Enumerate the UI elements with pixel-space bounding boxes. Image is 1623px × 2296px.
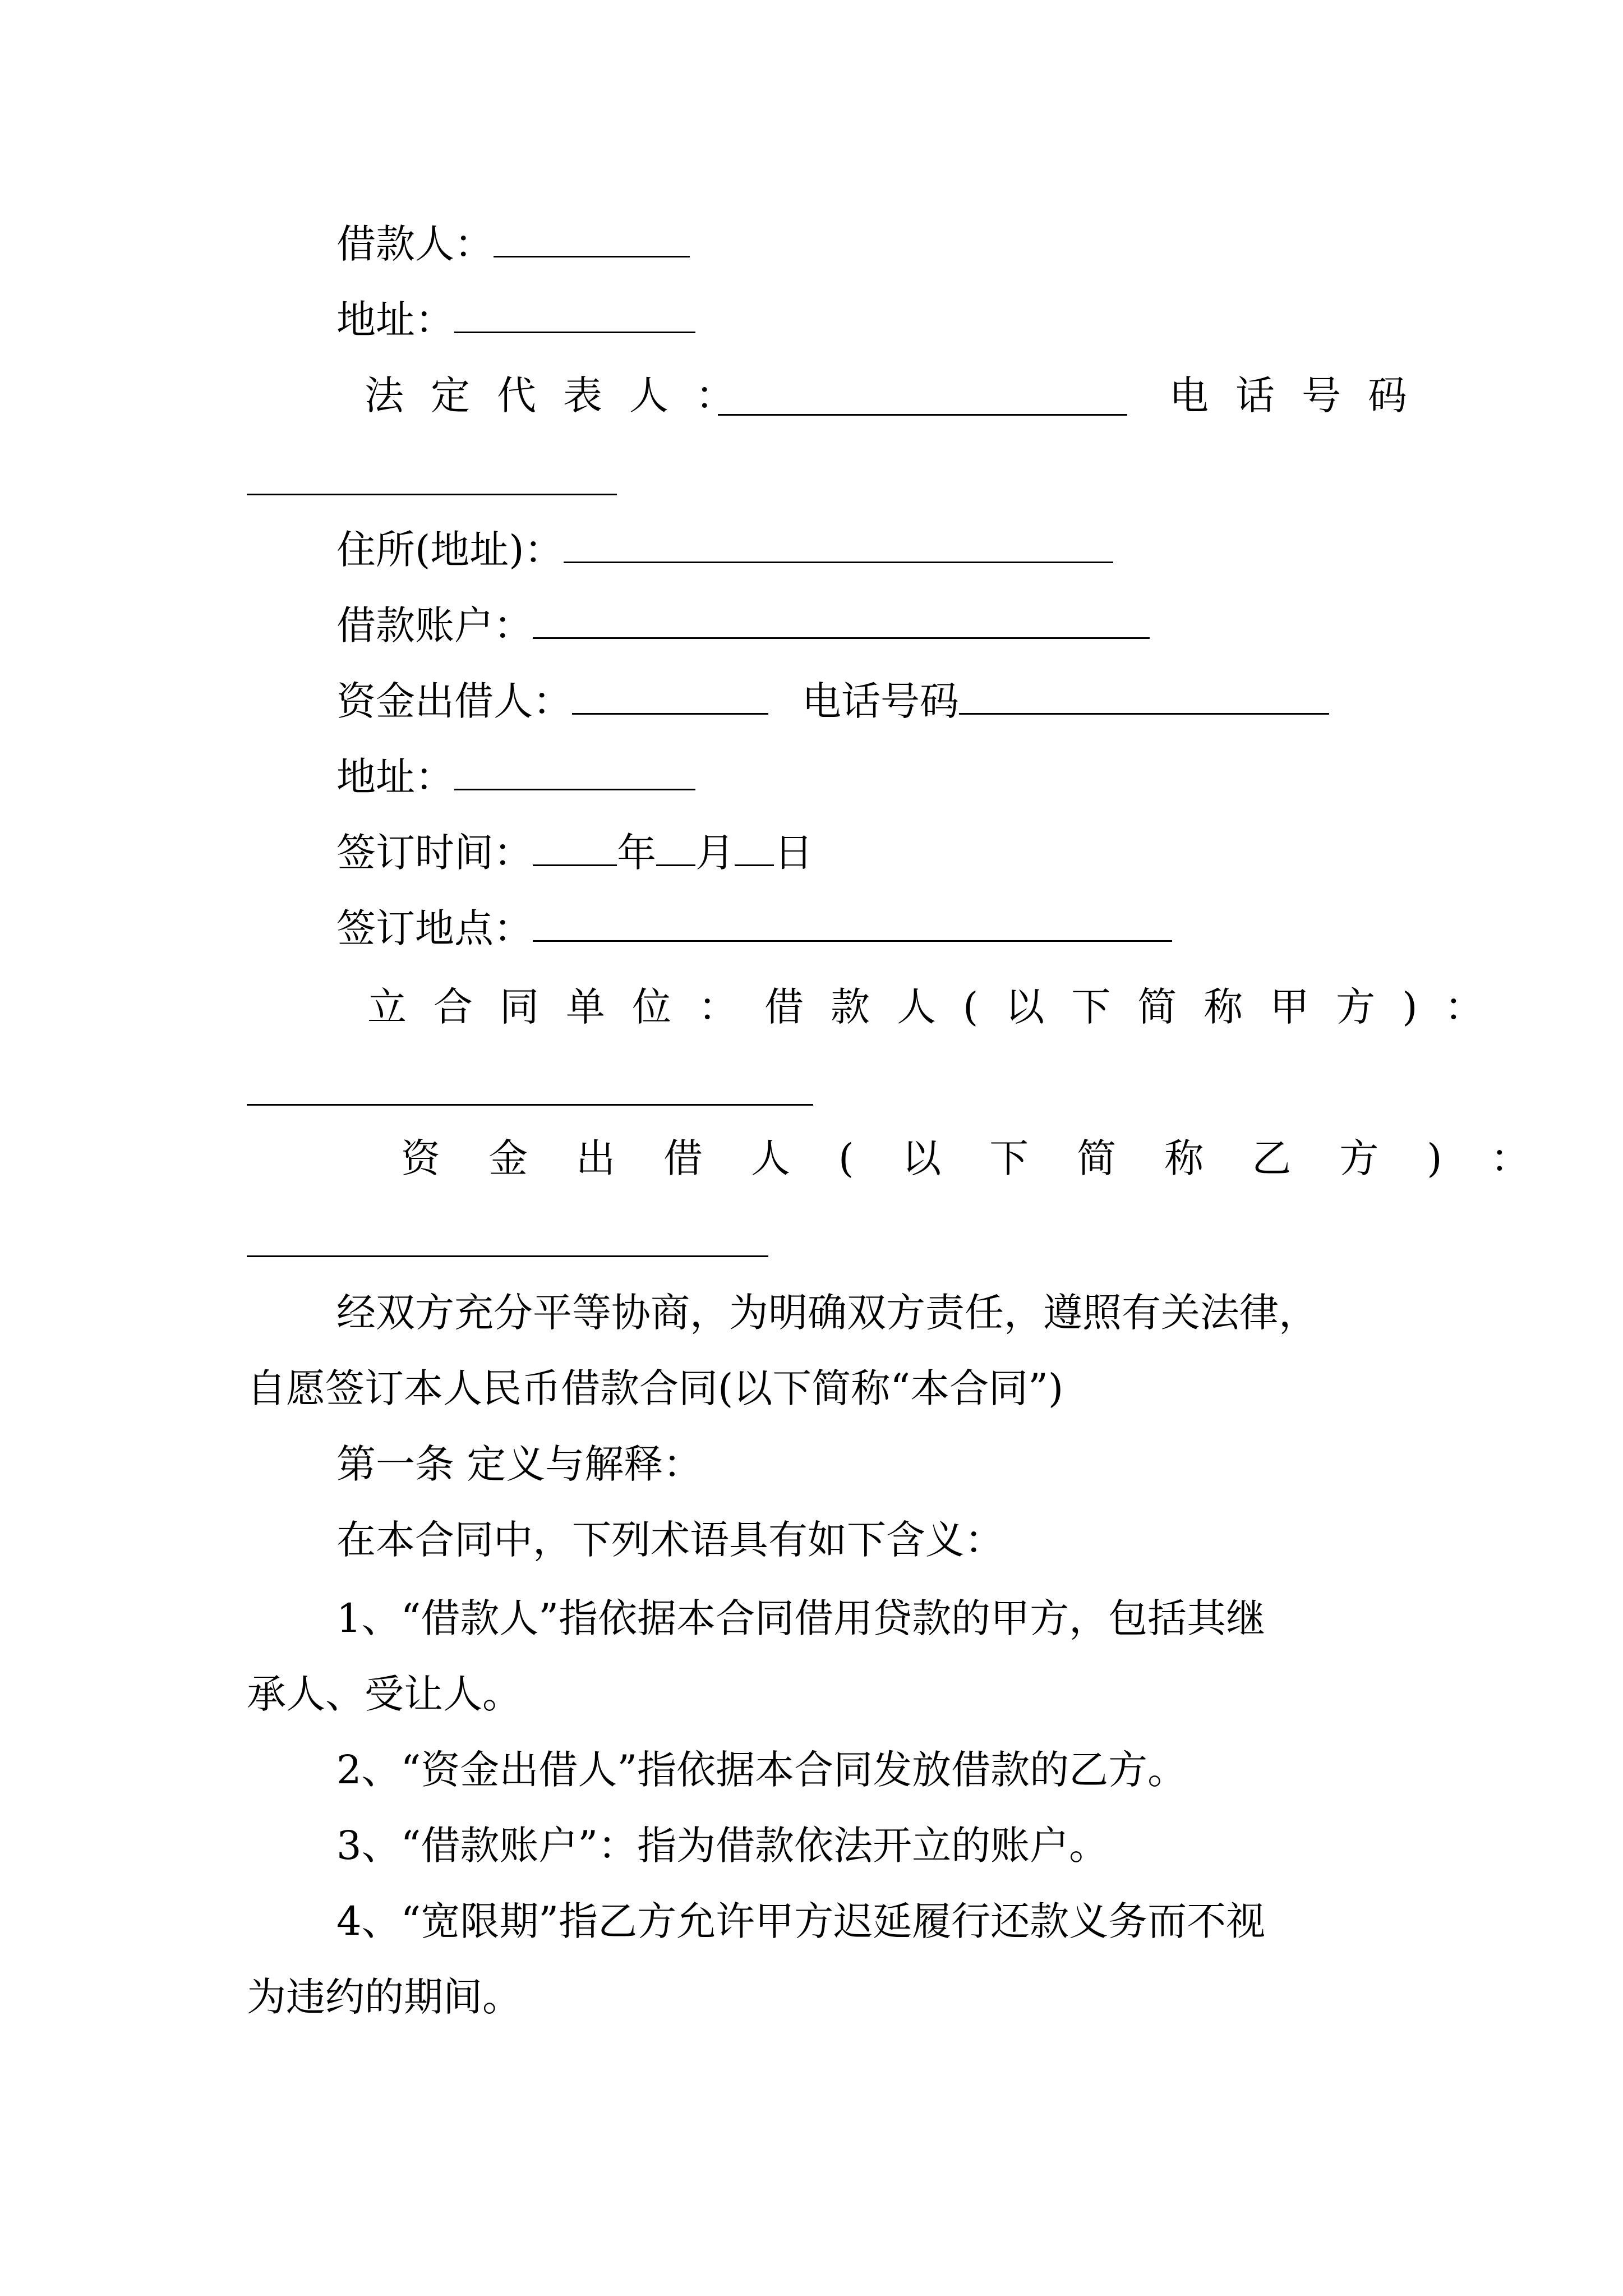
borrower-address-row (336, 292, 695, 348)
lender-address-label: 地址： (336, 754, 454, 800)
party-b-row (401, 1130, 1578, 1186)
month-blank (656, 825, 695, 866)
article-1-title: 第一条 定义与解释： (336, 1441, 703, 1487)
day-blank (735, 825, 774, 866)
residence-blank (564, 522, 1113, 563)
preamble-line-2: 自愿签订本人民币借款合同(以下简称“本合同”) (247, 1365, 1064, 1411)
borrower-label: 借款人： (336, 221, 494, 267)
month-label: 月 (695, 830, 735, 876)
account-label: 借款账户： (336, 602, 533, 648)
day-label: 日 (774, 830, 813, 876)
lender-blank (572, 674, 768, 715)
borrower-address-label: 地址： (336, 297, 454, 343)
signing-date-row (336, 825, 813, 881)
definition-item-1-line-2: 承人、受让人。 (247, 1671, 522, 1717)
definition-item-3: 3、“借款账户”：指为借款依法开立的账户。 (336, 1823, 1109, 1869)
year-blank (533, 825, 617, 866)
borrower-row (336, 216, 690, 272)
borrower-blank (494, 217, 690, 257)
party-a-row (367, 979, 1511, 1035)
party-a-blank (247, 1104, 813, 1106)
definition-item-4-line-1: 4、“宽限期”指乙方允许甲方迟延履行还款义务而不视 (336, 1898, 1266, 1944)
party-b-label: 资金出借人(以下简称乙方)： (401, 1135, 1578, 1181)
definition-item-1-line-1: 1、“借款人”指依据本合同借用贷款的甲方，包括其继 (336, 1595, 1266, 1641)
legal-rep-phone-blank (247, 494, 617, 495)
lender-address-row (336, 749, 695, 805)
legal-rep-phone (1169, 367, 1434, 424)
lender-phone-label: 电话号码 (802, 678, 959, 724)
definition-item-4-line-2: 为违约的期间。 (247, 1974, 522, 2020)
signing-place-label: 签订地点： (336, 905, 533, 951)
signing-place-row (336, 900, 1172, 956)
article-1-intro: 在本合同中，下列术语具有如下含义： (336, 1517, 1004, 1563)
residence-row (336, 522, 1113, 578)
party-a-label: 立合同单位：借款人(以下简称甲方)： (367, 984, 1511, 1030)
signing-date-label: 签订时间： (336, 830, 533, 876)
legal-rep-blank (718, 414, 1127, 416)
lender-address-blank (454, 749, 695, 790)
definition-item-2: 2、“资金出借人”指依据本合同发放借款的乙方。 (336, 1747, 1187, 1793)
year-label: 年 (617, 830, 656, 876)
lender-label: 资金出借人： (336, 678, 572, 724)
legal-rep-row (365, 367, 762, 424)
lender-row (336, 673, 1329, 729)
account-blank (533, 598, 1150, 639)
legal-rep-label: 法定代表人： (365, 372, 762, 418)
residence-label: 住所(地址)： (336, 527, 564, 573)
signing-place-blank (533, 901, 1172, 942)
preamble-line-1: 经双方充分平等协商，为明确双方责任，遵照有关法律， (336, 1290, 1318, 1336)
borrower-address-blank (454, 292, 695, 333)
account-row (336, 597, 1150, 654)
lender-phone-blank (959, 674, 1329, 715)
legal-rep-phone-label: 电话号码 (1169, 372, 1434, 418)
party-b-blank (247, 1255, 768, 1257)
